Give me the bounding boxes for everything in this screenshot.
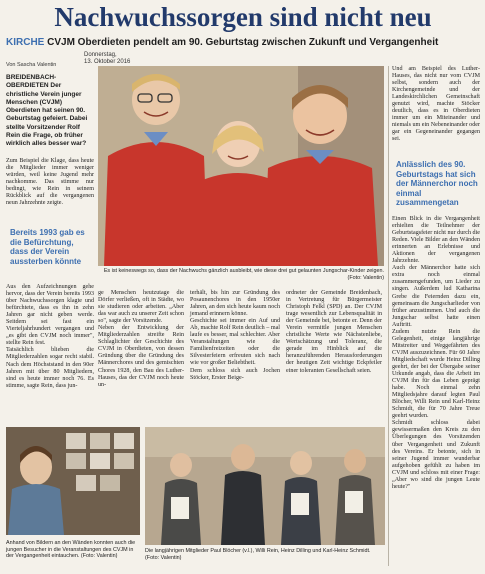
dateline: Donnerstag, 13. Oktober 2016 bbox=[84, 52, 131, 65]
article-col1-top: Zum Beispiel die Klage, dass heute die Mitglieder immer weniger würden, weil keine Jugend mehr nachkomme. Das stimme nur bedingt, wie Rein in seinem Rückblick auf die vergangenen neun Jahrzehnte zeigte. bbox=[6, 158, 94, 207]
photo-wall-caption: Anhand von Bildern an den Wänden konnten auch die jungen Besucher in die Veranstaltungen des CVJM in der Vergangenheit eintauchen. (Foto: Valentin) bbox=[6, 540, 136, 560]
article-col1-bottom: Aus den Aufzeichnungen gehe hervor, dass der Verein bereits 1993 über Nachwuchssorgen klagte und befürchtete, dass es ihn in zehn Jahren gar nicht geben werde. Seitdem sei fast ein Vierteljahrhundert vergangen und „es gibt den CVJM noch immer", stellte Rein fest. Tatsächlich blieben die Mitgliederzahlen sogar recht stabil. Nach dem Höchststand in den 90er Jahren mit über 80 Mitgliedern, sind es heute immer noch 76. Es stimme, sagte Rein, dass jun- bbox=[6, 284, 94, 389]
kicker: KIRCHE bbox=[6, 37, 45, 48]
byline: Von Sascha Valentin bbox=[6, 62, 57, 68]
teaser-place: BREIDENBACH-OBERDIETEN bbox=[6, 74, 57, 90]
photo-wall-pictures bbox=[6, 427, 140, 535]
pull-quote-1: Bereits 1993 gab es die Befürchtung, dass der Verein aussterben könnte bbox=[10, 228, 85, 266]
article-right-bottom: Einen Blick in die Vergangenheit erhielten die Teilnehmer der Geburtstagsfeier nicht nur durch die Reden. Viele Bilder an den Wänden erinnerten an Erlebnisse und Aktionen der vergangenen Jahrzehnte. Auch der Männerchor hatte sich extra noch einmal zusammengefunden, um Lieder zu singen. Außerdem lud Katharina Grebe die Feiernden dazu ein, gemeinsam die Jungscharlieder von früher anzustimmen. Und auch die Jungschar selbst hatte einen Auftritt. Zudem nutzte Rein die Gelegenheit, einige langjährige Mitstreiter und Weggefährten des CVJM auszuzeichnen. Für 60 Jahre Mitgliedschaft wurde Heinz Dilling geehrt, der bei der Übergabe seiner Urkunde angab, dass die Arbeit im CVJM ihn für das Leben geprägt habe. Noch einmal zehn Mitgliedsjahre darauf legten Paul Blöcher, Willi Rein und Karl-Heinz Schmidt, die für 70 Jahre Treue geehrt wurden. Schmidt schloss dabei gewissermaßen den Kreis zu den Überlegungen des Vorsitzenden über Vergangenheit und Zukunft des Vereins. Er betonte, sich in seiner Jugend immer wunderbar aufgehoben gefühlt zu haben im CVJM und schloss mit einer Frage: „Aber wo sind die jungen Leute heute?" bbox=[392, 216, 480, 490]
article-right-top: Und am Beispiel des Luther-Hauses, das nicht nur vom CVJM selbst, sondern auch der Kirchengemeinde und der Landeskirchlichen Gemeinschaft genutzt wird, machte Stöcker deutlich, dass es in Oberdieten immer um ein Miteinander und niemals um ein Nebeneinander oder gar ein Gegeneinander gegangen sei. bbox=[392, 66, 480, 143]
article-col3: terhält, bis hin zur Gründung des Posaunenchores in den 1950er Jahren, an den sich heute kaum noch jemand erinnern könne. Geschichte sei immer ein Auf und Ab, machte Rolf Rein deutlich – mal laufe es besser, mal schlechter. Aber Veranstaltungen wie die Familienfreizeiten oder die Silvesterfeiern erfreuten sich nach wie vor großer Beliebtheit. Dem schloss sich auch Jochen Stöcker, Erster Beige- bbox=[190, 290, 280, 381]
article-col2: ge Menschen heutzutage die Dörfer verließen, oft in Städte, wo sie studieren oder arbeiten. „Aber das war auch zu unserer Zeit schon so", sagte der Vorsitzende. Neben der Entwicklung der Mitgliederzahlen streifte Rein Schlaglichter der Geschichte des CVJM in Oberdieten, von dessen Gründung über die Gründung des Männerchores und des gemischten Chores 1928, den Bau des Luther-Hauses, das der CVJM noch heute un- bbox=[98, 290, 184, 388]
photo-honorees-caption: Die langjährigen Mitglieder Paul Blöcher (v.l.), Willi Rein, Heinz Dilling und Karl-Heinz Schmidt. (Foto: Valentin) bbox=[145, 548, 371, 561]
photo-wall-illustration bbox=[6, 427, 140, 535]
column-divider bbox=[388, 66, 389, 566]
article-col4: ordneter der Gemeinde Breidenbach, in Vertretung für Bürgermeister Christoph Felkl (SPD) an. Der CVJM trage wesentlich zur Lebensqualität in der Gemeinde bei, betonte er. Denn der Verein vermittle jungen Menschen christliche Werte wie Nächstenliebe, Wertschätzung und Toleranz, die gerade im Hinblick auf die heranzuführenden Herausforderungen der heutigen Zeit wichtige Eckpfeiler einer toleranten Gesellschaft seien. bbox=[286, 290, 382, 374]
pull-quote-2: Anlässlich des 90. Geburtstags hat sich der Männerchor noch einmal zusammengetan bbox=[396, 160, 478, 208]
subheadline: CVJM Oberdieten pendelt am 90. Geburtstag zwischen Zukunft und Vergangenheit bbox=[47, 37, 439, 48]
photo-honorees-illustration bbox=[145, 427, 385, 545]
headline: Nachwuchssorgen sind nicht neu bbox=[54, 2, 432, 32]
subheadline-row bbox=[6, 36, 480, 49]
photo-honorees bbox=[145, 427, 385, 545]
photo-children-caption: Es ist keineswegs so, dass der Nachwuchs gänzlich ausbleibt, wie diese drei gut gelaunten Jungschar-Kinder zeigen. (Foto: Valentin) bbox=[103, 268, 384, 281]
photo-children bbox=[98, 66, 384, 266]
teaser bbox=[6, 74, 94, 149]
teaser-text: Der christliche Verein junger Menschen (CVJM) Oberdieten hat seinen 90. Geburtstag gefeiert. Dabei stellte Vorsitzender Rolf Rein die Frage, ob früher wirklich alles besser war? bbox=[6, 82, 88, 148]
photo-children-illustration bbox=[98, 66, 384, 266]
